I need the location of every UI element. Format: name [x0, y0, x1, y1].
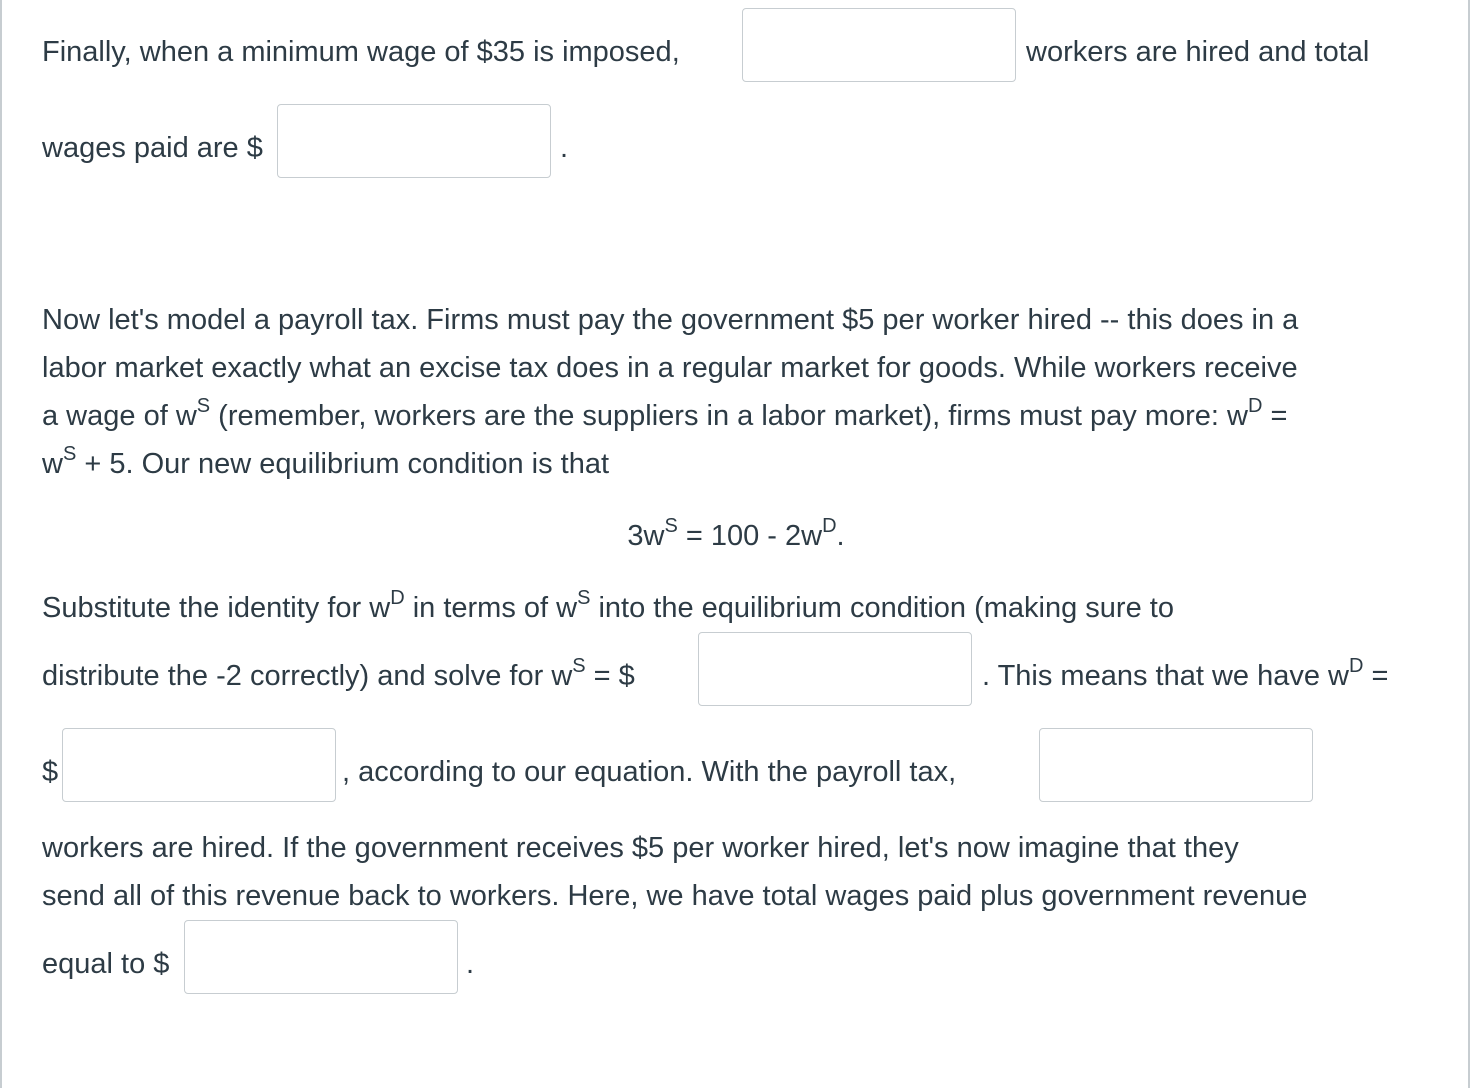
text: .	[836, 520, 845, 552]
text: (remember, workers are the suppliers in a labor market), firms must pay more: w	[210, 400, 1248, 432]
substitute-line	[42, 584, 1174, 632]
text: a wage of w	[42, 400, 197, 432]
sup-s: S	[62, 443, 77, 466]
text: w	[42, 448, 63, 480]
total-wages-plus-revenue-input[interactable]	[184, 920, 458, 994]
solve-line	[42, 652, 635, 700]
text: =	[1262, 400, 1288, 432]
sup-s: S	[196, 395, 211, 418]
text: 3w	[627, 520, 665, 552]
text: =	[1363, 660, 1389, 692]
sup-s: S	[572, 655, 586, 678]
period-2: .	[466, 948, 475, 980]
sup-d: D	[822, 515, 837, 538]
equal-to-label: equal to $	[42, 948, 170, 980]
text: = 100 - 2w	[677, 520, 823, 552]
sup-d: D	[1348, 655, 1364, 678]
means-line	[982, 652, 1388, 700]
payroll-intro-line-1: Now let's model a payroll tax. Firms must pay the government $5 per worker hired -- this does in a	[42, 304, 1299, 336]
payroll-intro-line-3	[42, 392, 1287, 440]
payroll-intro-line-2: labor market exactly what an excise tax does in a regular market for goods. While workers receive	[42, 352, 1298, 384]
text: distribute the -2 correctly) and solve for w	[42, 660, 573, 692]
dollar-label: $	[42, 756, 59, 788]
send-line: send all of this revenue back to workers. Here, we have total wages paid plus government revenue	[42, 880, 1308, 912]
workers-with-tax-input[interactable]	[1039, 728, 1313, 802]
text: Substitute the identity for w	[42, 592, 391, 624]
min-wage-prompt: Finally, when a minimum wage of $35 is imposed,	[42, 36, 680, 68]
wd-input[interactable]	[62, 728, 336, 802]
wages-paid-label: wages paid are $	[42, 132, 263, 164]
sup-s: S	[664, 515, 678, 538]
workers-hired-text: workers are hired and total	[1026, 36, 1370, 68]
text: in terms of w	[404, 592, 578, 624]
text: + 5. Our new equilibrium condition is that	[76, 448, 610, 480]
text: into the equilibrium condition (making sure to	[590, 592, 1174, 624]
equilibrium-equation	[0, 512, 1472, 560]
sup-d: D	[1247, 395, 1263, 418]
min-wage-total-wages-input[interactable]	[277, 104, 551, 178]
hired-line: workers are hired. If the government receives $5 per worker hired, let's now imagine that they	[42, 832, 1239, 864]
period-1: .	[560, 132, 569, 164]
sup-d: D	[390, 587, 405, 610]
sup-s: S	[577, 587, 591, 610]
according-text: , according to our equation. With the payroll tax,	[342, 756, 957, 788]
min-wage-workers-input[interactable]	[742, 8, 1016, 82]
ws-input[interactable]	[698, 632, 972, 706]
payroll-intro-line-4	[42, 440, 609, 488]
min-wage-text	[42, 28, 680, 76]
text: . This means that we have w	[982, 660, 1349, 692]
text: = $	[585, 660, 635, 692]
